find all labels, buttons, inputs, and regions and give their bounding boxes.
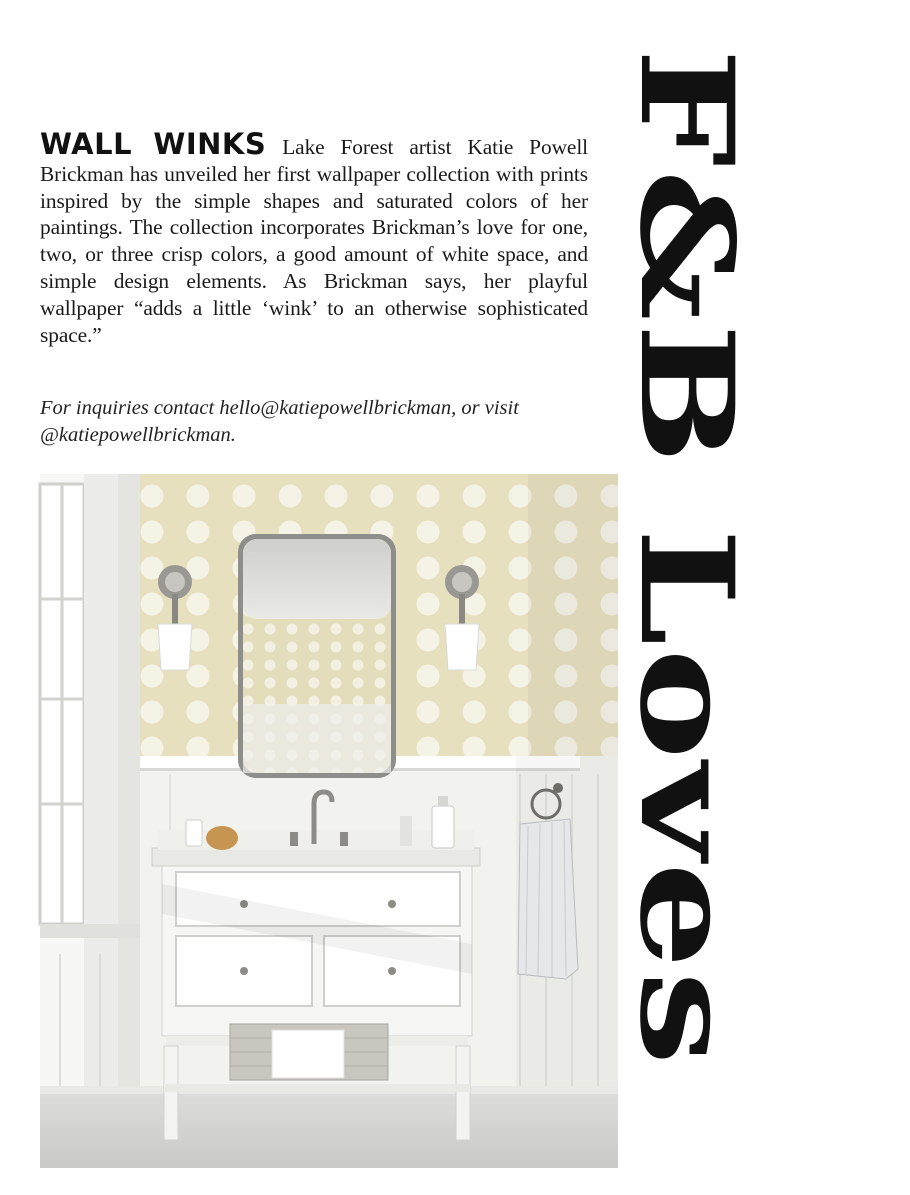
article-headline: WALL WINKS — [40, 127, 267, 161]
bathroom-photo — [40, 474, 618, 1168]
masthead-title — [611, 40, 762, 1080]
credit-line-1: For inquiries contact hello@katiepowellbrickman, or visit — [40, 397, 519, 419]
article-text: Lake Forest artist Katie Powell Brickman has unveiled her first wallpaper collection with prints inspired by the simple shapes and saturated colors of her paintings. The collection incorporates Brickman’s love for one, two, or three crisp colors, a good amount of white space, and simple design elements. As Brickman says, her playful wallpaper “adds a little ‘wink’ to an otherwise sophisticated space.” — [40, 135, 588, 347]
bathroom-illustration — [40, 474, 618, 1168]
article-credit — [40, 395, 588, 449]
article-body — [40, 127, 588, 348]
masthead-text: F&B Loves — [611, 48, 761, 829]
credit-line-2: @katiepowellbrickman. — [40, 424, 236, 446]
